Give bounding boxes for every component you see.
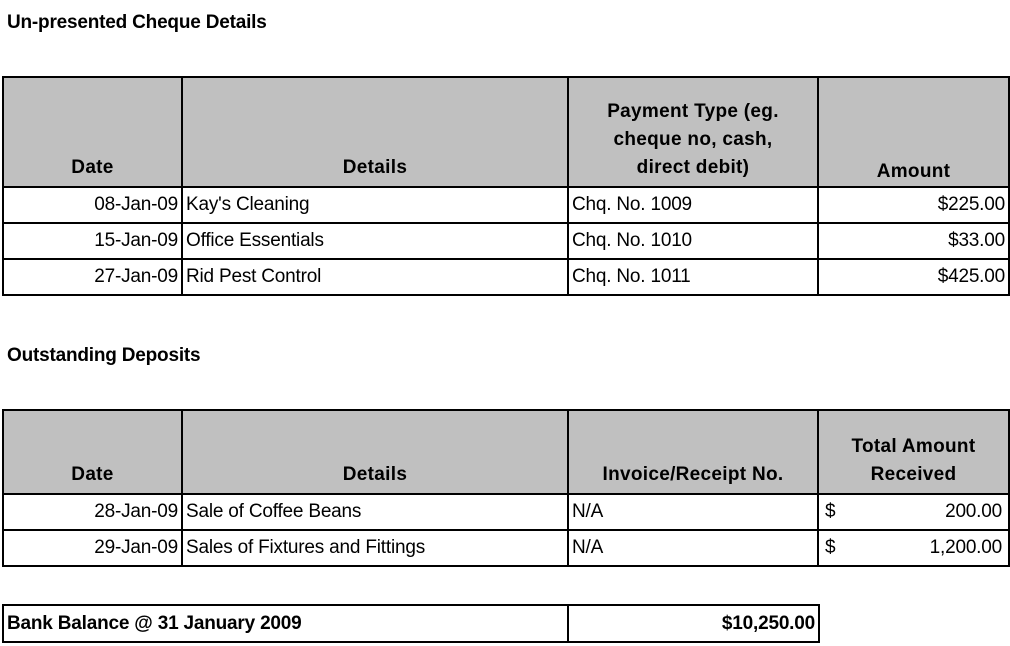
row-details: Sale of Coffee Beans bbox=[182, 494, 568, 530]
row-total-value: 1,200.00 bbox=[929, 537, 1002, 558]
bank-balance-table bbox=[2, 604, 820, 643]
row-details: Sales of Fixtures and Fittings bbox=[182, 530, 568, 566]
row-invoice: N/A bbox=[568, 530, 818, 566]
row-payment-type: Chq. No. 1009 bbox=[568, 187, 818, 223]
row-total bbox=[818, 494, 1009, 530]
col-header-amount: Amount bbox=[818, 77, 1009, 187]
unpresented-header-row bbox=[3, 77, 1009, 187]
row-total-value: 200.00 bbox=[945, 501, 1002, 522]
deposits-header-row bbox=[3, 410, 1009, 494]
row-total bbox=[818, 530, 1009, 566]
deposits-title: Outstanding Deposits bbox=[7, 345, 201, 366]
col-header-invoice: Invoice/Receipt No. bbox=[568, 410, 818, 494]
col-header-total-amount: Total Amount Received bbox=[818, 410, 1009, 494]
table-row bbox=[3, 494, 1009, 530]
row-payment-type: Chq. No. 1011 bbox=[568, 259, 818, 295]
row-amount: $225.00 bbox=[818, 187, 1009, 223]
table-row bbox=[3, 530, 1009, 566]
bank-balance-label: Bank Balance @ 31 January 2009 bbox=[3, 605, 568, 642]
row-date: 27-Jan-09 bbox=[3, 259, 182, 295]
row-amount: $425.00 bbox=[818, 259, 1009, 295]
row-invoice: N/A bbox=[568, 494, 818, 530]
bank-balance-row bbox=[3, 605, 819, 642]
col-header-details: Details bbox=[182, 410, 568, 494]
row-details: Rid Pest Control bbox=[182, 259, 568, 295]
currency-symbol: $ bbox=[825, 537, 836, 558]
table-row bbox=[3, 187, 1009, 223]
bank-balance-value: $10,250.00 bbox=[568, 605, 819, 642]
row-payment-type: Chq. No. 1010 bbox=[568, 223, 818, 259]
col-header-date: Date bbox=[3, 77, 182, 187]
col-header-date: Date bbox=[3, 410, 182, 494]
table-row bbox=[3, 223, 1009, 259]
unpresented-table bbox=[2, 76, 1010, 296]
table-row bbox=[3, 259, 1009, 295]
unpresented-title: Un-presented Cheque Details bbox=[7, 12, 267, 33]
row-date: 29-Jan-09 bbox=[3, 530, 182, 566]
col-header-payment-type: Payment Type (eg. cheque no, cash, direct debit) bbox=[568, 77, 818, 187]
row-details: Kay's Cleaning bbox=[182, 187, 568, 223]
currency-symbol: $ bbox=[825, 501, 836, 522]
row-date: 08-Jan-09 bbox=[3, 187, 182, 223]
row-details: Office Essentials bbox=[182, 223, 568, 259]
row-amount: $33.00 bbox=[818, 223, 1009, 259]
col-header-details: Details bbox=[182, 77, 568, 187]
row-date: 28-Jan-09 bbox=[3, 494, 182, 530]
row-date: 15-Jan-09 bbox=[3, 223, 182, 259]
deposits-table bbox=[2, 409, 1010, 567]
